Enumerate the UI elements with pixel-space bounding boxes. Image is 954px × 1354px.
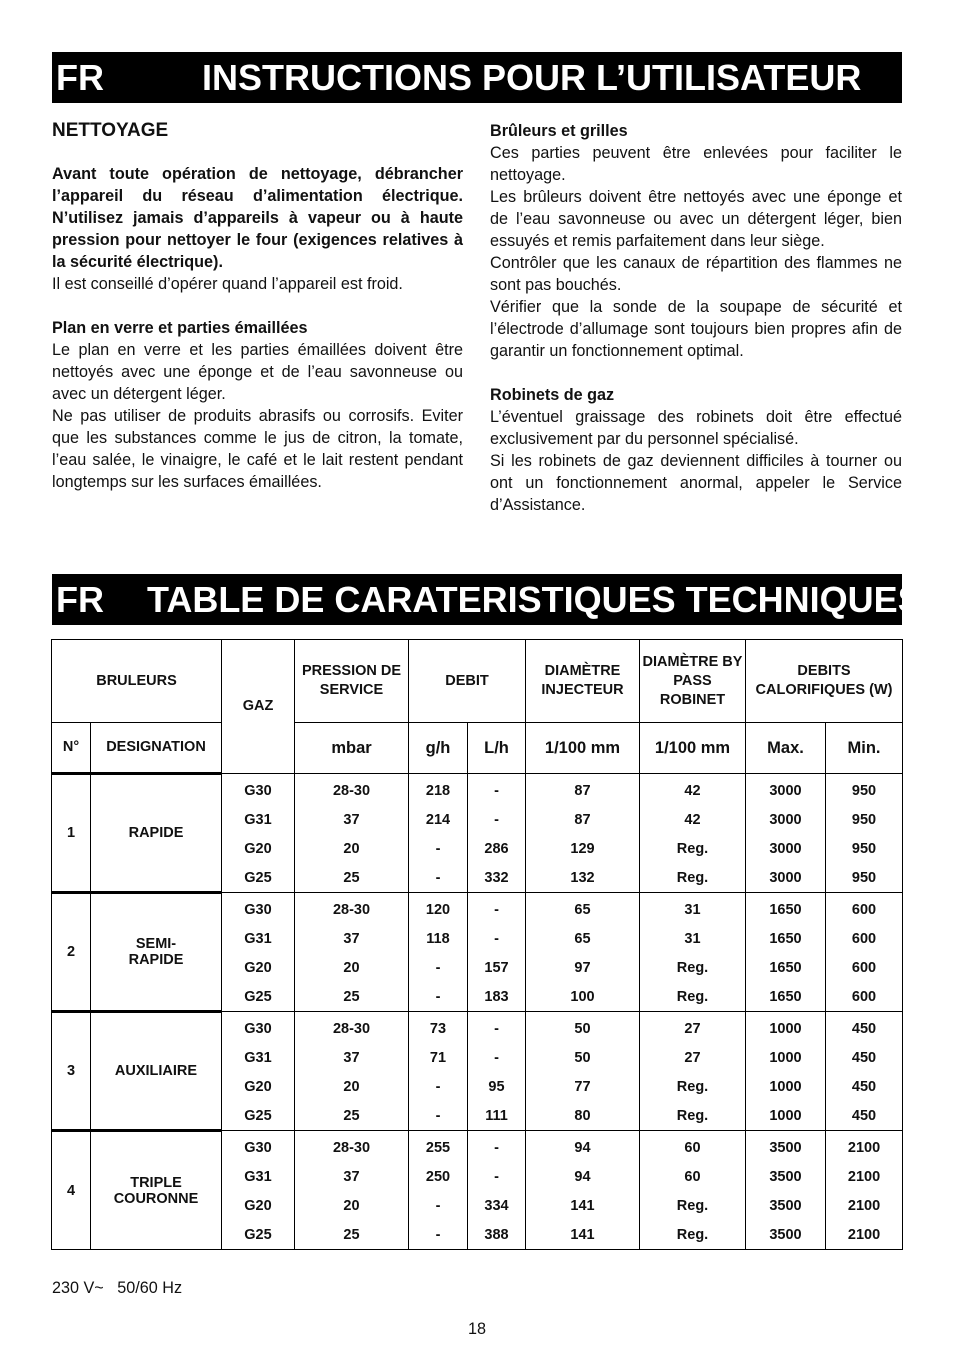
bypass-diameter: Reg. xyxy=(640,1220,746,1250)
heat-max: 3000 xyxy=(746,805,826,834)
heat-max: 1650 xyxy=(746,982,826,1012)
table-body xyxy=(52,774,903,1250)
flow-gh: - xyxy=(409,1101,468,1131)
service-pressure: 37 xyxy=(295,1043,409,1072)
flow-gh: - xyxy=(409,834,468,863)
service-pressure: 20 xyxy=(295,1072,409,1101)
gas-type: G25 xyxy=(222,863,295,893)
flow-lh: - xyxy=(468,774,526,806)
bypass-diameter: Reg. xyxy=(640,1191,746,1220)
bypass-diameter: 42 xyxy=(640,774,746,806)
flow-gh: - xyxy=(409,1220,468,1250)
heat-max: 1000 xyxy=(746,1101,826,1131)
bypass-diameter: 31 xyxy=(640,893,746,925)
service-pressure: 20 xyxy=(295,834,409,863)
bypass-diameter: Reg. xyxy=(640,982,746,1012)
service-pressure: 25 xyxy=(295,1101,409,1131)
flow-lh: 332 xyxy=(468,863,526,893)
heat-min: 950 xyxy=(826,863,903,893)
injector-diameter: 141 xyxy=(526,1220,640,1250)
heat-min: 450 xyxy=(826,1043,903,1072)
flow-gh: - xyxy=(409,1072,468,1101)
service-pressure: 25 xyxy=(295,863,409,893)
heat-max: 1650 xyxy=(746,953,826,982)
flow-gh: - xyxy=(409,1191,468,1220)
service-pressure: 28-30 xyxy=(295,1131,409,1163)
gas-type: G31 xyxy=(222,1162,295,1191)
gas-type: G25 xyxy=(222,982,295,1012)
header-max: Max. xyxy=(746,723,826,774)
injector-diameter: 87 xyxy=(526,805,640,834)
heat-min: 2100 xyxy=(826,1131,903,1163)
heat-min: 600 xyxy=(826,982,903,1012)
heat-min: 600 xyxy=(826,953,903,982)
flow-lh: - xyxy=(468,1012,526,1044)
injector-diameter: 50 xyxy=(526,1012,640,1044)
heat-max: 1650 xyxy=(746,924,826,953)
flow-lh: - xyxy=(468,893,526,925)
bypass-diameter: 27 xyxy=(640,1012,746,1044)
flow-gh: 73 xyxy=(409,1012,468,1044)
heat-min: 950 xyxy=(826,774,903,806)
flow-lh: 183 xyxy=(468,982,526,1012)
gas-type: G30 xyxy=(222,1012,295,1044)
flow-lh: 286 xyxy=(468,834,526,863)
gas-type: G20 xyxy=(222,1072,295,1101)
burners-subheading: Brûleurs et grilles xyxy=(490,122,628,140)
injector-diameter: 50 xyxy=(526,1043,640,1072)
header-gas: GAZ xyxy=(222,640,295,774)
header-burners: BRULEURS xyxy=(52,640,222,723)
header-flow: DEBIT xyxy=(409,640,526,723)
gas-type: G25 xyxy=(222,1220,295,1250)
service-pressure: 20 xyxy=(295,953,409,982)
header-designation: DESIGNATION xyxy=(91,723,222,774)
heat-min: 600 xyxy=(826,893,903,925)
glass-subheading: Plan en verre et parties émaillées xyxy=(52,319,308,337)
header-pressure: PRESSION DE SERVICE xyxy=(295,640,409,723)
heat-max: 3500 xyxy=(746,1162,826,1191)
bypass-diameter: 42 xyxy=(640,805,746,834)
service-pressure: 28-30 xyxy=(295,893,409,925)
bypass-diameter: Reg. xyxy=(640,863,746,893)
advice-text: Il est conseillé d’opérer quand l’appareil est froid. xyxy=(52,275,403,293)
banner-title: TABLE DE CARATERISTIQUES TECHNIQUES xyxy=(147,579,922,620)
header-min: Min. xyxy=(826,723,903,774)
service-pressure: 37 xyxy=(295,805,409,834)
language-code: FR xyxy=(56,579,104,620)
header-bypass-diameter: DIAMÈTRE BY PASS ROBINET xyxy=(640,640,746,723)
bypass-diameter: 27 xyxy=(640,1043,746,1072)
table-row xyxy=(52,1012,903,1044)
header-heat-output: DEBITS CALORIFIQUES (W) xyxy=(746,640,903,723)
heat-max: 1000 xyxy=(746,1043,826,1072)
flow-gh: 118 xyxy=(409,924,468,953)
page-number: 18 xyxy=(467,1320,486,1338)
gas-type: G25 xyxy=(222,1101,295,1131)
bypass-diameter: Reg. xyxy=(640,834,746,863)
injector-diameter: 65 xyxy=(526,924,640,953)
injector-diameter: 97 xyxy=(526,953,640,982)
injector-diameter: 132 xyxy=(526,863,640,893)
heat-max: 3000 xyxy=(746,863,826,893)
taps-paragraph: L’éventuel graissage des robinets doit être effectué exclusivement par du personnel spécialisé. xyxy=(490,408,902,448)
section-heading: NETTOYAGE xyxy=(52,120,169,141)
gas-type: G31 xyxy=(222,805,295,834)
flow-gh: 71 xyxy=(409,1043,468,1072)
flow-lh: 95 xyxy=(468,1072,526,1101)
gas-type: G31 xyxy=(222,924,295,953)
injector-diameter: 80 xyxy=(526,1101,640,1131)
bypass-diameter: 31 xyxy=(640,924,746,953)
burner-designation: RAPIDE xyxy=(91,774,222,893)
flow-gh: 120 xyxy=(409,893,468,925)
flow-gh: 255 xyxy=(409,1131,468,1163)
flow-gh: 218 xyxy=(409,774,468,806)
injector-diameter: 129 xyxy=(526,834,640,863)
flow-gh: 250 xyxy=(409,1162,468,1191)
flow-lh: 111 xyxy=(468,1101,526,1131)
service-pressure: 28-30 xyxy=(295,1012,409,1044)
injector-diameter: 141 xyxy=(526,1191,640,1220)
flow-gh: - xyxy=(409,982,468,1012)
gas-type: G20 xyxy=(222,834,295,863)
flow-lh: - xyxy=(468,1131,526,1163)
unit-lh: L/h xyxy=(468,723,526,774)
burner-number: 2 xyxy=(52,893,91,1012)
flow-gh: - xyxy=(409,863,468,893)
service-pressure: 37 xyxy=(295,924,409,953)
bypass-diameter: 60 xyxy=(640,1162,746,1191)
burner-designation: TRIPLE COURONNE xyxy=(91,1131,222,1250)
service-pressure: 20 xyxy=(295,1191,409,1220)
heat-min: 600 xyxy=(826,924,903,953)
bypass-diameter: Reg. xyxy=(640,953,746,982)
gas-type: G20 xyxy=(222,953,295,982)
gas-type: G30 xyxy=(222,893,295,925)
heat-max: 3500 xyxy=(746,1191,826,1220)
safety-warning: Avant toute opération de nettoyage, débrancher l’appareil du réseau d’alimentation électrique. N’utilisez jamais d’appareils à vapeur ou à haute pression pour nettoyer le four (exigences relatives à la sécurité électrique). xyxy=(52,165,463,271)
heat-max: 3000 xyxy=(746,834,826,863)
heat-min: 2100 xyxy=(826,1162,903,1191)
glass-paragraph: Le plan en verre et les parties émaillées doivent être nettoyés avec une éponge et de l’eau savonneuse ou avec un détergent léger. xyxy=(52,341,463,403)
service-pressure: 37 xyxy=(295,1162,409,1191)
banner-title: INSTRUCTIONS POUR L’UTILISATEUR xyxy=(202,57,862,98)
heat-max: 1000 xyxy=(746,1012,826,1044)
electrical-rating: 230 V~ 50/60 Hz xyxy=(52,1279,183,1297)
flow-lh: - xyxy=(468,1162,526,1191)
header-injector-diameter: DIAMÈTRE INJECTEUR xyxy=(526,640,640,723)
language-code: FR xyxy=(56,57,104,98)
flow-lh: - xyxy=(468,1043,526,1072)
unit-injector: 1/100 mm xyxy=(526,723,640,774)
burners-paragraph: Contrôler que les canaux de répartition des flammes ne sont pas bouchés. xyxy=(490,254,902,294)
service-pressure: 25 xyxy=(295,982,409,1012)
injector-diameter: 94 xyxy=(526,1131,640,1163)
cleaning-right-column xyxy=(490,120,902,516)
header-number: N° xyxy=(52,723,91,774)
burner-designation: AUXILIAIRE xyxy=(91,1012,222,1131)
technical-characteristics-table xyxy=(51,639,903,1250)
heat-max: 3500 xyxy=(746,1131,826,1163)
gas-type: G31 xyxy=(222,1043,295,1072)
heat-min: 450 xyxy=(826,1012,903,1044)
gas-type: G20 xyxy=(222,1191,295,1220)
injector-diameter: 94 xyxy=(526,1162,640,1191)
table-row xyxy=(52,893,903,925)
burners-paragraph: Vérifier que la sonde de la soupape de sécurité et l’électrode d’allumage sont toujours bien propres afin de garantir un fonctionnement optimal. xyxy=(490,298,902,360)
unit-mbar: mbar xyxy=(295,723,409,774)
heat-max: 1650 xyxy=(746,893,826,925)
flow-gh: 214 xyxy=(409,805,468,834)
bypass-diameter: Reg. xyxy=(640,1101,746,1131)
service-pressure: 25 xyxy=(295,1220,409,1250)
gas-type: G30 xyxy=(222,1131,295,1163)
flow-gh: - xyxy=(409,953,468,982)
taps-subheading: Robinets de gaz xyxy=(490,386,615,404)
taps-paragraph: Si les robinets de gaz deviennent difficiles à tourner ou ont un fonctionnement anormal, appeler le Service d’Assistance. xyxy=(490,452,902,514)
service-pressure: 28-30 xyxy=(295,774,409,806)
flow-lh: - xyxy=(468,924,526,953)
instructions-banner xyxy=(52,52,902,103)
flow-lh: 388 xyxy=(468,1220,526,1250)
heat-min: 950 xyxy=(826,834,903,863)
burner-designation: SEMI-RAPIDE xyxy=(91,893,222,1012)
injector-diameter: 87 xyxy=(526,774,640,806)
heat-min: 2100 xyxy=(826,1191,903,1220)
unit-gh: g/h xyxy=(409,723,468,774)
table-row xyxy=(52,1131,903,1163)
heat-min: 450 xyxy=(826,1101,903,1131)
table-row xyxy=(52,774,903,806)
burners-paragraph: Les brûleurs doivent être nettoyés avec une éponge et de l’eau savonneuse ou avec un détergent léger, bien essuyés et remis parfaitement dans leur siège. xyxy=(490,188,902,250)
heat-max: 3500 xyxy=(746,1220,826,1250)
injector-diameter: 77 xyxy=(526,1072,640,1101)
heat-min: 450 xyxy=(826,1072,903,1101)
bypass-diameter: 60 xyxy=(640,1131,746,1163)
flow-lh: 334 xyxy=(468,1191,526,1220)
gas-type: G30 xyxy=(222,774,295,806)
burner-number: 3 xyxy=(52,1012,91,1131)
technical-table-banner xyxy=(52,574,922,625)
burner-number: 1 xyxy=(52,774,91,893)
flow-lh: - xyxy=(468,805,526,834)
heat-min: 2100 xyxy=(826,1220,903,1250)
unit-bypass: 1/100 mm xyxy=(640,723,746,774)
heat-max: 3000 xyxy=(746,774,826,806)
flow-lh: 157 xyxy=(468,953,526,982)
injector-diameter: 100 xyxy=(526,982,640,1012)
burner-number: 4 xyxy=(52,1131,91,1250)
injector-diameter: 65 xyxy=(526,893,640,925)
heat-max: 1000 xyxy=(746,1072,826,1101)
burners-paragraph: Ces parties peuvent être enlevées pour faciliter le nettoyage. xyxy=(490,144,902,184)
cleaning-left-column xyxy=(52,120,463,493)
bypass-diameter: Reg. xyxy=(640,1072,746,1101)
glass-paragraph: Ne pas utiliser de produits abrasifs ou corrosifs. Eviter que les substances comme le jus de citron, la tomate, l’eau salée, le vinaigre, le café et le lait restent pendant longtemps sur les surfaces émaillées. xyxy=(52,407,463,491)
heat-min: 950 xyxy=(826,805,903,834)
